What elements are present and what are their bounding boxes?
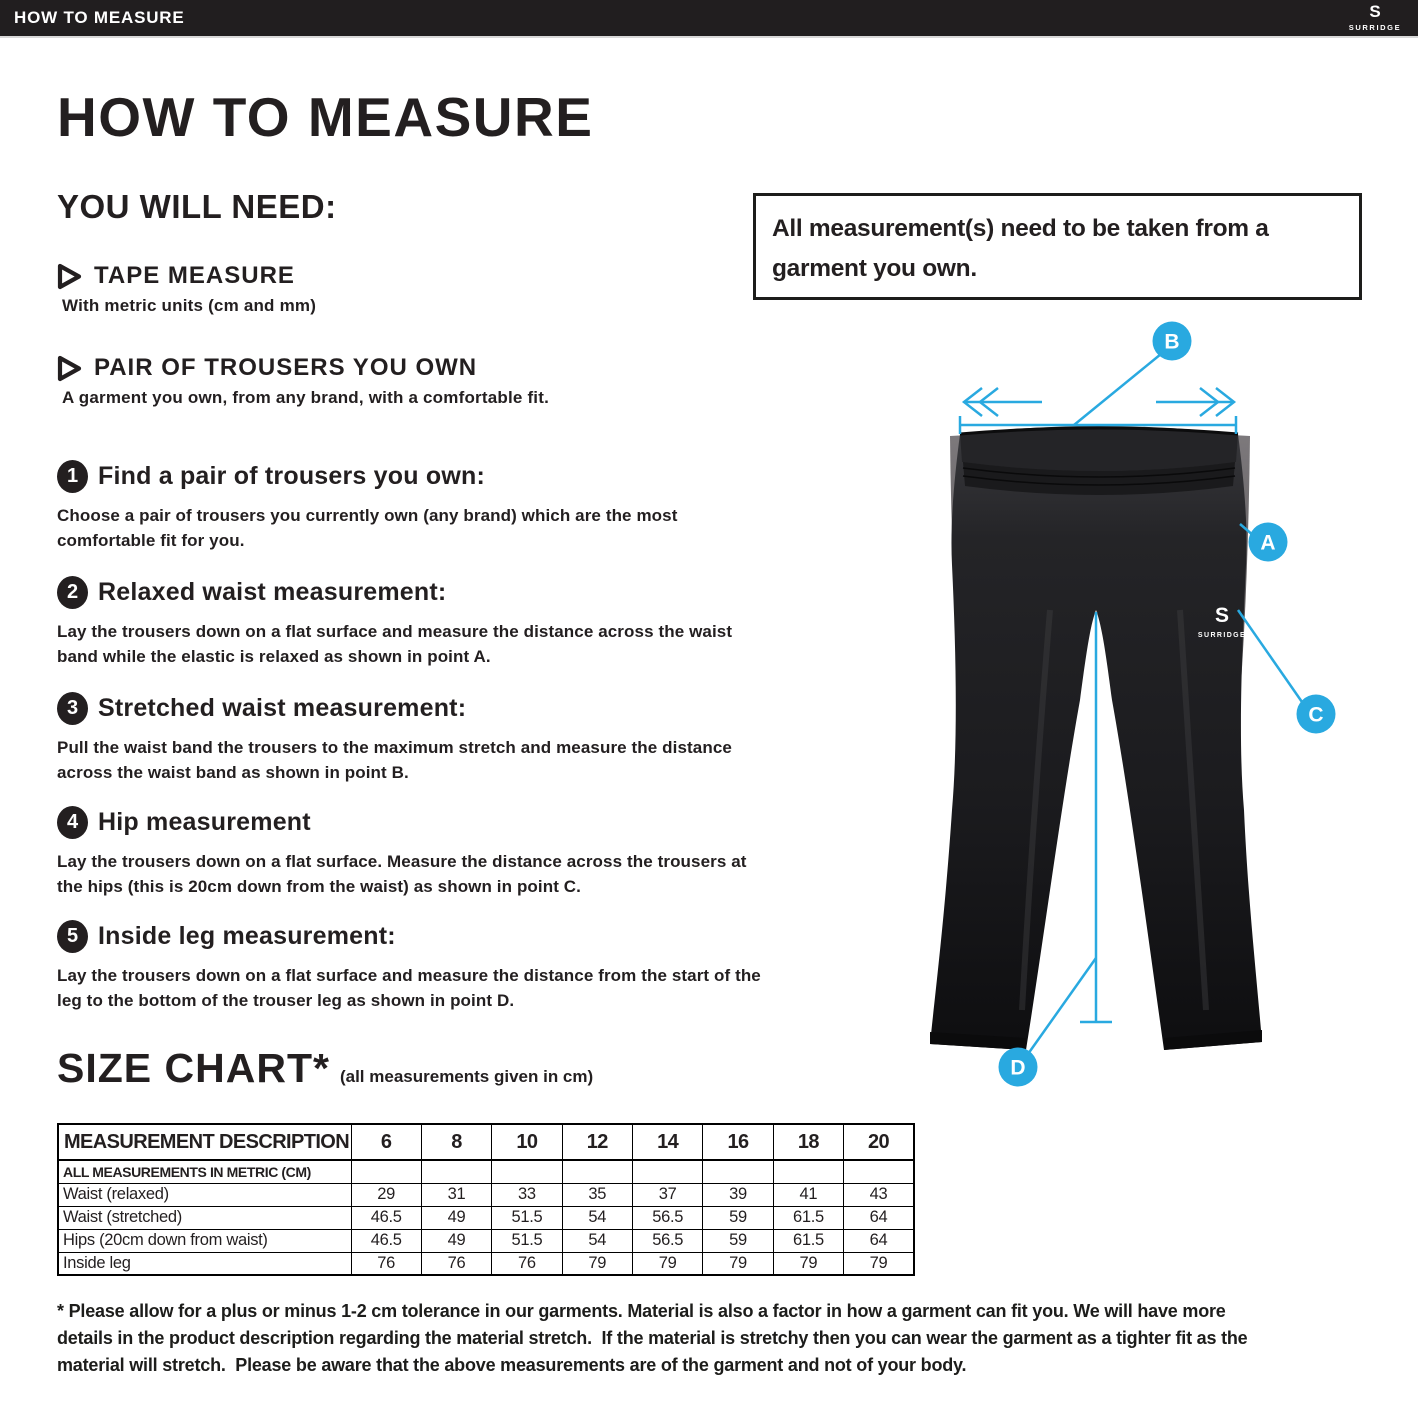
cell-value: 79 xyxy=(773,1252,843,1275)
column-header: 12 xyxy=(562,1124,632,1160)
step-1 xyxy=(57,460,857,553)
step-number-badge: 5 xyxy=(57,920,88,953)
marker-a-label: A xyxy=(1260,531,1276,555)
need-item-desc: A garment you own, from any brand, with a comfortable fit. xyxy=(62,388,550,407)
step-number-badge: 2 xyxy=(57,576,88,609)
column-header: 8 xyxy=(421,1124,491,1160)
cell-value: 46.5 xyxy=(351,1229,421,1252)
table-row xyxy=(58,1229,914,1252)
cell-value: 79 xyxy=(633,1252,703,1275)
cell-value: 49 xyxy=(421,1206,491,1229)
cell-value: 64 xyxy=(844,1229,914,1252)
garment-logo-text: SURRIDGE xyxy=(1197,632,1247,639)
step-title: Relaxed waist measurement: xyxy=(98,578,447,606)
page-title: HOW TO MEASURE xyxy=(57,86,594,148)
row-label: Hips (20cm down from waist) xyxy=(58,1229,351,1252)
garment-logo-s-mark-icon: S xyxy=(1214,604,1230,627)
size-chart-subtitle: (all measurements given in cm) xyxy=(339,1067,594,1086)
cell-value: 51.5 xyxy=(492,1229,562,1252)
column-header: 16 xyxy=(703,1124,773,1160)
size-table-header-row xyxy=(58,1124,914,1160)
step-body: Lay the trousers down on a flat surface. Measure the distance across the trousers at the hips (this is 20cm down from the waist) as shown in point C. xyxy=(57,852,747,896)
row-label: Waist (relaxed) xyxy=(58,1183,351,1206)
step-title: Hip measurement xyxy=(98,808,311,836)
marker-d-label: D xyxy=(1010,1056,1026,1080)
note-box xyxy=(753,193,1362,300)
step-title: Inside leg measurement: xyxy=(98,922,396,950)
you-will-need-title: YOU WILL NEED: xyxy=(57,188,337,225)
waistband xyxy=(960,427,1238,472)
cell-value: 76 xyxy=(492,1252,562,1275)
step-number-badge: 1 xyxy=(57,460,88,493)
cell-value: 54 xyxy=(562,1206,632,1229)
cell-value: 37 xyxy=(633,1183,703,1206)
step-4 xyxy=(57,806,857,899)
need-item-label: PAIR OF TROUSERS YOU OWN xyxy=(94,354,478,381)
step-2 xyxy=(57,576,857,669)
size-chart-table xyxy=(57,1123,915,1276)
cell-value: 79 xyxy=(703,1252,773,1275)
play-triangle-icon xyxy=(57,263,82,290)
metric-note: ALL MEASUREMENTS IN METRIC (CM) xyxy=(58,1160,351,1183)
need-item-label: TAPE MEASURE xyxy=(94,262,295,289)
column-header: 20 xyxy=(844,1124,914,1160)
step-3 xyxy=(57,692,857,785)
step-title: Find a pair of trousers you own: xyxy=(98,462,485,490)
metric-note-row xyxy=(58,1160,914,1183)
need-item-tape-measure xyxy=(57,262,316,316)
cell-value: 49 xyxy=(421,1229,491,1252)
column-header: 10 xyxy=(492,1124,562,1160)
column-header: 18 xyxy=(773,1124,843,1160)
cell-value: 54 xyxy=(562,1229,632,1252)
brand-name: SURRIDGE xyxy=(1348,23,1402,32)
cell-value: 59 xyxy=(703,1229,773,1252)
step-title: Stretched waist measurement: xyxy=(98,694,467,722)
step-body: Lay the trousers down on a flat surface and measure the distance from the start of the leg to the bottom of the trouser leg as shown in point D. xyxy=(57,966,761,1010)
cell-value: 56.5 xyxy=(633,1229,703,1252)
table-row xyxy=(58,1252,914,1275)
stretch-arrow-left-icon xyxy=(964,388,1042,416)
cell-value: 39 xyxy=(703,1183,773,1206)
need-item-desc: With metric units (cm and mm) xyxy=(62,296,317,315)
row-label: Waist (stretched) xyxy=(58,1206,351,1229)
need-item-trousers xyxy=(57,354,549,408)
size-chart-heading xyxy=(57,1045,594,1091)
cell-value: 59 xyxy=(703,1206,773,1229)
column-header: 14 xyxy=(633,1124,703,1160)
row-label: Inside leg xyxy=(58,1252,351,1275)
cell-value: 76 xyxy=(351,1252,421,1275)
column-header: 6 xyxy=(351,1124,421,1160)
cell-value: 61.5 xyxy=(773,1206,843,1229)
s-mark-icon: S xyxy=(1369,2,1381,21)
table-row xyxy=(58,1206,914,1229)
cell-value: 35 xyxy=(562,1183,632,1206)
tolerance-footnote: * Please allow for a plus or minus 1-2 cm tolerance in our garments. Material is also a factor in how a garment can fit you. We will have more details in the product description regarding the material stretch. If the material is stretchy then you can wear the garment as a tighter fit as the material will stretch. Please be aware that the above measurements are of the garment and not of your body. xyxy=(57,1301,1253,1375)
callout-line-c xyxy=(1238,610,1302,702)
table-row xyxy=(58,1183,914,1206)
step-body: Pull the waist band the trousers to the maximum stretch and measure the distance across the waist band as shown in point B. xyxy=(57,738,732,782)
cell-value: 41 xyxy=(773,1183,843,1206)
cell-value: 43 xyxy=(844,1183,914,1206)
marker-b-label: B xyxy=(1164,330,1180,354)
step-number-badge: 4 xyxy=(57,806,88,839)
step-number-badge: 3 xyxy=(57,692,88,725)
surridge-logo xyxy=(1346,2,1404,34)
note-text: All measurement(s) need to be taken from a garment you own. xyxy=(772,215,1269,282)
column-header: MEASUREMENT DESCRIPTION xyxy=(58,1124,351,1160)
cell-value: 46.5 xyxy=(351,1206,421,1229)
cell-value: 79 xyxy=(562,1252,632,1275)
cell-value: 76 xyxy=(421,1252,491,1275)
cell-value: 31 xyxy=(421,1183,491,1206)
marker-c-label: C xyxy=(1308,703,1324,727)
play-triangle-icon xyxy=(57,355,82,382)
top-bar-title: HOW TO MEASURE xyxy=(14,8,185,27)
cell-value: 79 xyxy=(844,1252,914,1275)
cell-value: 61.5 xyxy=(773,1229,843,1252)
callout-line-b xyxy=(1074,354,1161,425)
cell-value: 64 xyxy=(844,1206,914,1229)
trousers-measurement-diagram xyxy=(930,310,1370,1120)
cell-value: 51.5 xyxy=(492,1206,562,1229)
step-body: Lay the trousers down on a flat surface and measure the distance across the waist band while the elastic is relaxed as shown in point A. xyxy=(57,622,733,666)
cell-value: 33 xyxy=(492,1183,562,1206)
step-body: Choose a pair of trousers you currently own (any brand) which are the most comfortable fit for you. xyxy=(57,506,678,550)
step-5 xyxy=(57,920,857,1013)
stretch-arrow-right-icon xyxy=(1156,388,1234,416)
callout-line-d xyxy=(1028,958,1096,1054)
cell-value: 29 xyxy=(351,1183,421,1206)
cell-value: 56.5 xyxy=(633,1206,703,1229)
size-chart-title: SIZE CHART* xyxy=(57,1045,330,1091)
top-bar xyxy=(0,0,1418,38)
